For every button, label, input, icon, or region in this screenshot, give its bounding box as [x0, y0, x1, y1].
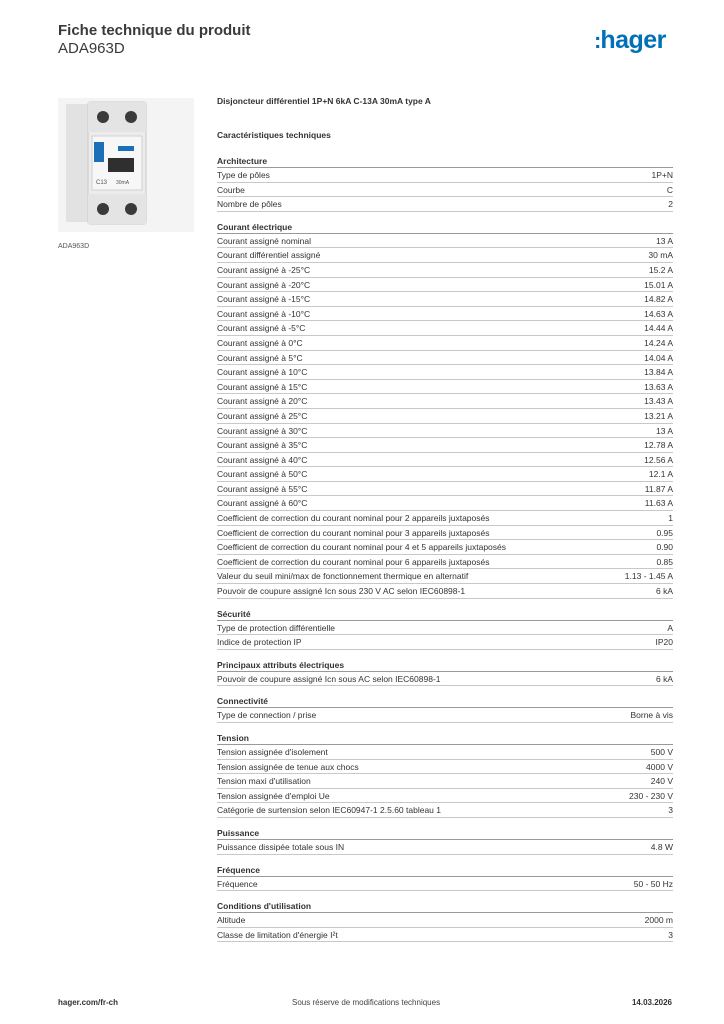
spec-label: Valeur du seuil mini/max de fonctionnement thermique en alternatif — [217, 571, 469, 582]
spec-value: 3 — [668, 805, 673, 816]
spec-label: Type de pôles — [217, 170, 270, 180]
spec-label: Courant assigné à -25°C — [217, 264, 311, 275]
spec-value: 50 - 50 Hz — [633, 878, 673, 889]
spec-row — [217, 526, 673, 541]
device-sensitivity-label: 30mA — [116, 180, 130, 186]
spec-label: Courbe — [217, 184, 245, 195]
hager-logo: :hager — [594, 26, 666, 54]
spec-value: 2 — [668, 199, 673, 210]
spec-value: 13.21 A — [644, 410, 673, 421]
spec-row — [217, 789, 673, 804]
section-title: Sécurité — [217, 608, 673, 621]
spec-value: 15.01 A — [644, 279, 673, 290]
spec-section — [217, 827, 673, 855]
spec-label: Pouvoir de coupure assigné Icn sous AC selon IEC60898-1 — [217, 673, 441, 684]
spec-value: 240 V — [650, 776, 673, 787]
spec-label: Fréquence — [217, 878, 258, 889]
spec-row — [217, 877, 673, 892]
spec-section — [217, 732, 673, 818]
spec-label: Courant assigné à -15°C — [217, 294, 311, 305]
spec-label: Tension assignée d'emploi Ue — [217, 790, 330, 801]
spec-row — [217, 424, 673, 439]
spec-label: Courant assigné à 35°C — [217, 440, 308, 451]
spec-row — [217, 292, 673, 307]
page-title: Fiche technique du produit — [58, 22, 251, 39]
spec-row — [217, 248, 673, 263]
section-title: Conditions d'utilisation — [217, 900, 673, 913]
specs-heading: Caractéristiques techniques — [217, 130, 331, 140]
spec-label: Courant assigné à 40°C — [217, 454, 308, 465]
spec-label: Courant assigné à 20°C — [217, 396, 308, 407]
product-photo — [58, 98, 194, 232]
spec-value: 14.82 A — [644, 294, 673, 305]
spec-value: 4.8 W — [650, 841, 673, 852]
spec-value: 4000 V — [646, 761, 673, 772]
spec-value: 14.04 A — [644, 352, 673, 363]
spec-section — [217, 695, 673, 723]
spec-row — [217, 621, 673, 636]
spec-row — [217, 540, 673, 555]
spec-row — [217, 438, 673, 453]
spec-row — [217, 321, 673, 336]
spec-value: A — [667, 622, 673, 633]
spec-row — [217, 913, 673, 928]
spec-label: Classe de limitation d'énergie I²t — [217, 929, 338, 940]
spec-value: 13.43 A — [644, 396, 673, 407]
spec-value: 14.24 A — [644, 337, 673, 348]
logo-text: hager — [600, 26, 666, 54]
spec-label: Courant assigné à 55°C — [217, 483, 308, 494]
spec-row — [217, 351, 673, 366]
spec-content — [217, 96, 673, 951]
spec-row — [217, 774, 673, 789]
spec-label: Coefficient de correction du courant nominal pour 2 appareils juxtaposés — [217, 513, 490, 524]
footer-date: 14.03.2026 — [631, 998, 672, 1007]
spec-row — [217, 197, 673, 212]
spec-row — [217, 482, 673, 497]
footer-website: hager.com/fr-ch — [58, 998, 119, 1007]
spec-row — [217, 708, 673, 723]
spec-row — [217, 803, 673, 818]
spec-value: 500 V — [650, 747, 673, 757]
spec-value: 6 kA — [655, 673, 673, 684]
spec-value: 1P+N — [651, 170, 673, 180]
spec-label: Tension assignée d'isolement — [217, 747, 328, 757]
circuit-breaker-illustration — [58, 98, 194, 232]
section-title: Tension — [217, 732, 673, 745]
spec-value: 12.1 A — [648, 469, 673, 480]
spec-row — [217, 234, 673, 249]
spec-value: 230 - 230 V — [629, 790, 673, 801]
spec-section — [217, 864, 673, 892]
spec-row — [217, 453, 673, 468]
spec-row — [217, 840, 673, 855]
spec-value: 0.95 — [656, 527, 673, 538]
spec-row — [217, 183, 673, 198]
spec-row — [217, 409, 673, 424]
spec-label: Courant assigné à 50°C — [217, 469, 308, 480]
spec-value: 2000 m — [644, 915, 673, 926]
spec-label: Tension assignée de tenue aux chocs — [217, 761, 359, 772]
spec-row — [217, 336, 673, 351]
spec-row — [217, 569, 673, 584]
section-title: Principaux attributs électriques — [217, 659, 673, 672]
spec-label: Tension maxi d'utilisation — [217, 776, 311, 787]
spec-label: Courant assigné à -10°C — [217, 308, 311, 319]
spec-value: 3 — [668, 929, 673, 940]
spec-label: Catégorie de surtension selon IEC60947-1 2.5.60 tableau 1 — [217, 805, 441, 816]
section-title: Puissance — [217, 827, 673, 840]
spec-value: 14.63 A — [644, 308, 673, 319]
spec-row — [217, 760, 673, 775]
spec-row — [217, 555, 673, 570]
spec-label: Coefficient de correction du courant nominal pour 4 et 5 appareils juxtaposés — [217, 542, 507, 553]
spec-row — [217, 584, 673, 599]
photo-caption: ADA963D — [58, 243, 90, 250]
spec-row — [217, 365, 673, 380]
spec-row — [217, 672, 673, 687]
footer-disclaimer: Sous réserve de modifications techniques — [292, 998, 441, 1007]
spec-row — [217, 168, 673, 183]
spec-row — [217, 745, 673, 760]
spec-value: 6 kA — [655, 586, 673, 597]
spec-row — [217, 380, 673, 395]
spec-value: 12.78 A — [644, 440, 673, 451]
spec-section — [217, 900, 673, 942]
spec-label: Coefficient de correction du courant nominal pour 3 appareils juxtaposés — [217, 527, 490, 538]
spec-value: 1 — [668, 513, 673, 524]
section-title: Fréquence — [217, 864, 673, 877]
spec-label: Courant assigné à -20°C — [217, 279, 311, 290]
spec-label: Indice de protection IP — [217, 637, 302, 648]
spec-label: Courant assigné à 5°C — [217, 352, 303, 363]
spec-row — [217, 263, 673, 278]
spec-label: Type de protection différentielle — [217, 622, 335, 633]
spec-row — [217, 467, 673, 482]
spec-section — [217, 221, 673, 599]
section-title: Architecture — [217, 155, 673, 168]
spec-label: Courant différentiel assigné — [217, 250, 321, 261]
spec-row — [217, 307, 673, 322]
spec-label: Pouvoir de coupure assigné Icn sous 230 V AC selon IEC60898-1 — [217, 586, 466, 597]
spec-value: 13 A — [655, 425, 673, 436]
spec-value: 13.63 A — [644, 381, 673, 392]
spec-value: 0.85 — [656, 556, 673, 567]
spec-label: Courant assigné à 10°C — [217, 367, 308, 378]
spec-value: Borne à vis — [630, 710, 673, 721]
spec-value: 0.90 — [656, 542, 673, 553]
spec-value: 30 mA — [648, 250, 673, 261]
spec-label: Courant assigné à 25°C — [217, 410, 308, 421]
spec-row — [217, 511, 673, 526]
spec-label: Altitude — [217, 915, 246, 926]
spec-value: 15.2 A — [648, 264, 673, 275]
spec-label: Courant assigné à -5°C — [217, 323, 306, 334]
spec-row — [217, 278, 673, 293]
spec-label: Courant assigné à 30°C — [217, 425, 308, 436]
spec-label: Courant assigné à 0°C — [217, 337, 303, 348]
section-title: Courant électrique — [217, 221, 673, 234]
spec-row — [217, 496, 673, 511]
section-title: Connectivité — [217, 695, 673, 708]
spec-label: Nombre de pôles — [217, 199, 282, 210]
spec-label: Courant assigné nominal — [217, 235, 312, 246]
spec-label: Coefficient de correction du courant nominal pour 6 appareils juxtaposés — [217, 556, 490, 567]
spec-value: IP20 — [655, 637, 673, 648]
spec-value: 1.13 - 1.45 A — [624, 571, 673, 582]
spec-row — [217, 394, 673, 409]
spec-value: 11.63 A — [644, 498, 673, 509]
spec-sections — [217, 155, 673, 942]
spec-row — [217, 635, 673, 650]
spec-section — [217, 155, 673, 212]
spec-value: 12.56 A — [644, 454, 673, 465]
spec-row — [217, 928, 673, 943]
spec-label: Courant assigné à 15°C — [217, 381, 308, 392]
spec-value: 11.87 A — [644, 483, 673, 494]
product-description: Disjoncteur différentiel 1P+N 6kA C-13A 30mA type A — [217, 96, 431, 106]
spec-value: C — [666, 184, 673, 195]
spec-value: 13.84 A — [644, 367, 673, 378]
spec-value: 14.44 A — [644, 323, 673, 334]
spec-value: 13 A — [655, 235, 673, 246]
spec-label: Puissance dissipée totale sous IN — [217, 841, 345, 852]
spec-section — [217, 608, 673, 650]
spec-label: Type de connection / prise — [217, 710, 317, 721]
device-rating-label: C13 — [96, 180, 108, 186]
product-reference: ADA963D — [58, 40, 125, 57]
spec-label: Courant assigné à 60°C — [217, 498, 308, 509]
spec-section — [217, 659, 673, 687]
